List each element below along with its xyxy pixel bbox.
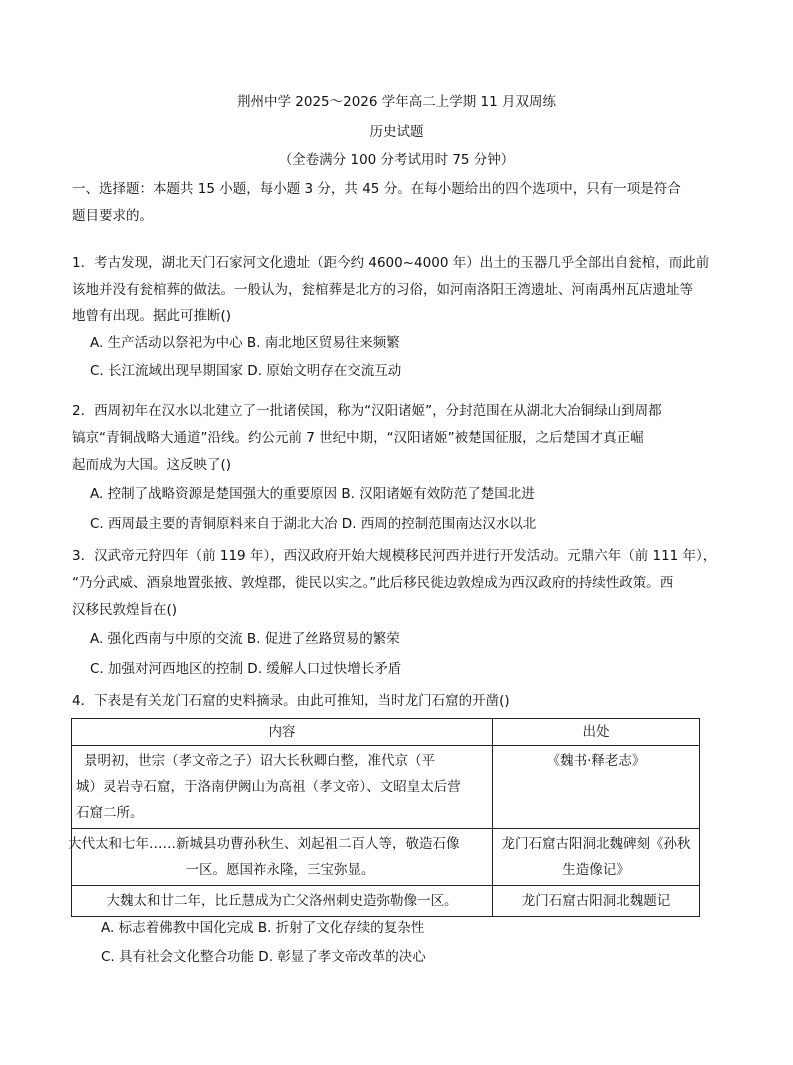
question-4-line1: 4．下表是有关龙门石窟的史料摘录。由此可推知，当时龙门石窟的开凿() (72, 693, 510, 709)
question-1-line3: 地曾有出现。据此可推断() (72, 308, 232, 324)
table-row (72, 886, 700, 917)
question-2-options-cd: C. 西周最主要的青铜原料来自于湖北大冶 D. 西周的控制范围南达汉水以北 (90, 516, 537, 532)
section-instruction-line1: 一、选择题：本题共 15 小题，每小题 3 分，共 45 分。在每小题给出的四个选项中，只有一项是符合 (72, 181, 681, 197)
cell-line: 大魏太和廿二年，比丘慧成为亡父洛州刺史造弥勒像一区。 (106, 893, 458, 909)
cell-line: 一区。愿国祚永隆，三宝弥显。 (185, 862, 375, 878)
cell-line: 景明初，世宗（孝文帝之子）诏大长秋卿白整，准代京（平 (84, 753, 435, 769)
source-table (68, 718, 700, 917)
question-4-options-ab: A. 标志着佛教中国化完成 B. 折射了文化存续的复杂性 (101, 920, 425, 936)
question-2-line3: 起而成为大国。这反映了() (72, 457, 232, 473)
table-header-row (72, 719, 700, 746)
question-1-line2: 该地并没有瓮棺葬的做法。一般认为，瓮棺葬是北方的习俗，如河南洛阳王湾遗址、河南禹州瓦店遗址等 (72, 282, 693, 298)
cell-line: 《魏书·释老志》 (546, 753, 646, 769)
cell-line: 大代太和七年……新城县功曹孙秋生、刘起祖二百人等，敬造石像 (68, 836, 460, 852)
question-3-options-ab: A. 强化西南与中原的交流 B. 促进了丝路贸易的繁荣 (90, 631, 400, 647)
question-1-options-ab: A. 生产活动以祭祀为中心 B. 南北地区贸易往来频繁 (90, 335, 400, 351)
question-3-line1: 3．汉武帝元狩四年（前 119 年），西汉政府开始大规模移民河西并进行开发活动。元鼎六年（前 111 年）， (72, 548, 717, 564)
cell-line: 生造像记》 (562, 862, 630, 878)
question-2-line2: 镐京“青铜战略大通道”沿线。约公元前 7 世纪中期，“汉阳诸姬”被楚国征服，之后楚国才真正崛 (72, 430, 644, 446)
question-3-options-cd: C. 加强对河西地区的控制 D. 缓解人口过快增长矛盾 (90, 661, 402, 677)
question-3-line2: “乃分武威、酒泉地置张掖、敦煌郡，徙民以实之。”此后移民徙边敦煌成为西汉政府的持续性政策。西 (72, 575, 674, 591)
question-1-options-cd: C. 长江流域出现早期国家 D. 原始文明存在交流互动 (90, 363, 402, 379)
cell-line: 龙门石窟古阳洞北魏碑刻《孙秋 (501, 836, 691, 852)
table-header-content: 内容 (72, 719, 493, 746)
cell-line: 城）灵岩寺石窟，于洛南伊阙山为高祖（孝文帝）、文昭皇太后营 (76, 779, 461, 795)
section-instruction-line2: 题目要求的。 (72, 208, 153, 224)
exam-subject: 历史试题 (369, 124, 424, 140)
table-cell-content (72, 746, 493, 829)
table-cell-source (493, 746, 700, 829)
table-row (72, 746, 700, 829)
exam-info: （全卷满分 100 分考试用时 75 分钟） (278, 152, 515, 168)
table-cell-source (493, 886, 700, 917)
table-header-source: 出处 (493, 719, 700, 746)
question-1-line1: 1．考古发现，湖北天门石家河文化遗址（距今约 4600~4000 年）出土的玉器几乎全部出自瓮棺，而此前 (72, 255, 710, 271)
question-3-line3: 汉移民敦煌旨在() (72, 602, 178, 618)
question-2-options-ab: A. 控制了战略资源是楚国强大的重要原因 B. 汉阳诸姬有效防范了楚国北进 (90, 486, 535, 502)
cell-line: 石窟二所。 (76, 805, 144, 821)
table-cell-content (72, 886, 493, 917)
table-cell-content (68, 829, 493, 886)
table-cell-source (493, 829, 700, 886)
table-row (72, 829, 700, 886)
cell-line: 龙门石窟古阳洞北魏题记 (521, 893, 671, 909)
question-4-options-cd: C. 具有社会文化整合功能 D. 彰显了孝文帝改革的决心 (101, 949, 426, 965)
exam-title: 荆州中学 2025～2026 学年高二上学期 11 月双周练 (236, 94, 557, 110)
question-2-line1: 2．西周初年在汉水以北建立了一批诸侯国，称为“汉阳诸姬”，分封范围在从湖北大冶铜绿山到周都 (72, 403, 662, 419)
